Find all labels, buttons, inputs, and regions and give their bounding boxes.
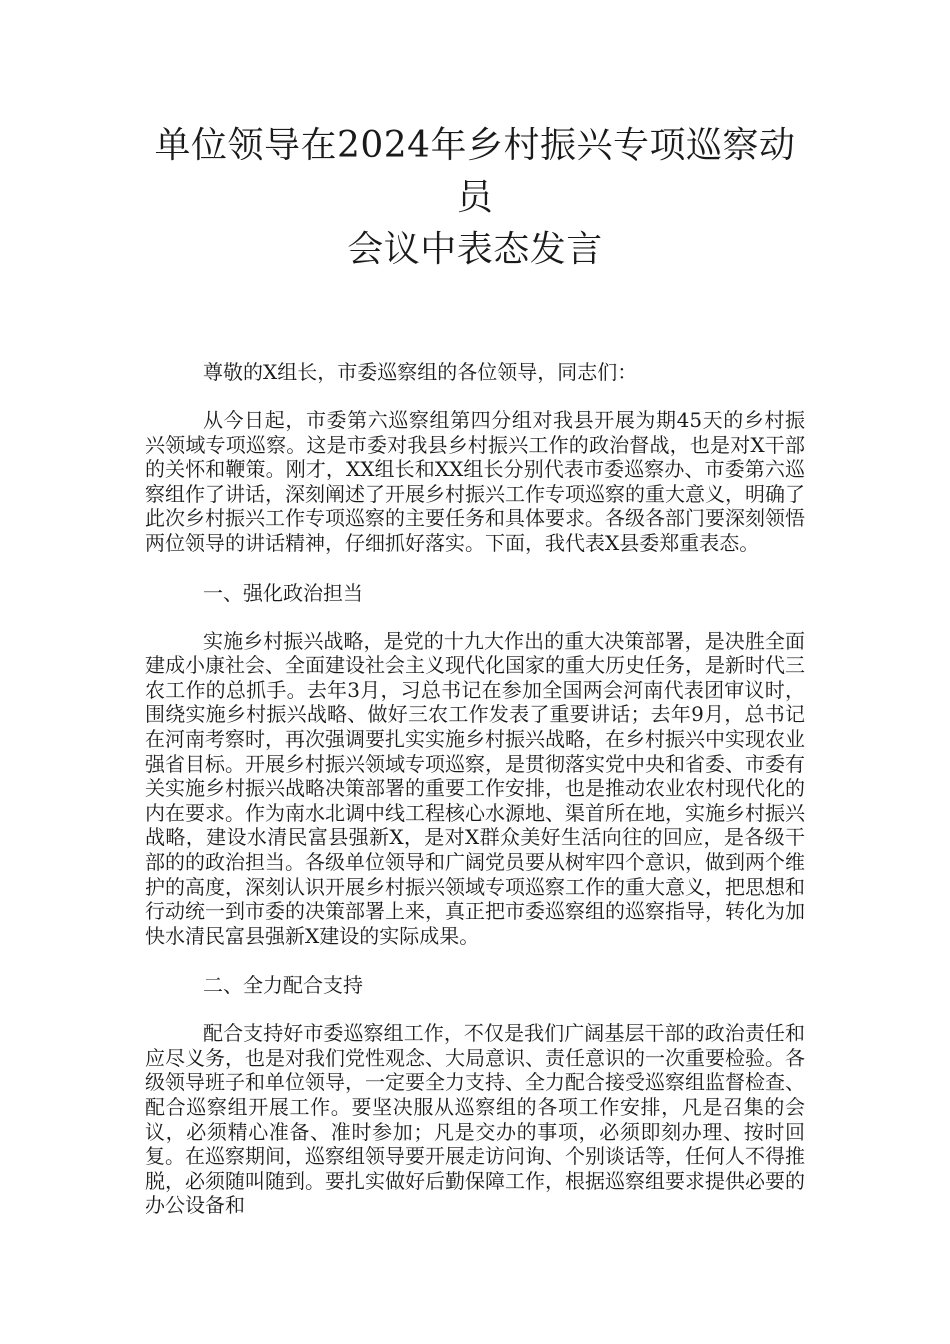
section-heading-1: 一、强化政治担当 <box>203 580 363 605</box>
paragraph-political-responsibility: 实施乡村振兴战略，是党的十九大作出的重大决策部署，是决胜全面建成小康社会、全面建设社会主义现代化国家的重大历史任务，是新时代三农工作的总抓手。去年3月，习总书记在参加全国两会河南代表团审议时，围绕实施乡村振兴战略、做好三农工作发表了重要讲话；去年9月，总书记在河南考察时，再次强调要扎实实施乡村振兴战略，在乡村振兴中实现农业强省目标。开展乡村振兴领域专项巡察，是贯彻落实党中央和省委、市委有关实施乡村振兴战略决策部署的重要工作安排，也是推动农业农村现代化的内在要求。作为南水北调中线工程核心水源地、渠首所在地，实施乡村振兴战略，建设水清民富县强新X，是对X群众美好生活向往的回应，是各级干部的的政治担当。各级单位领导和广阔党员要从树牢四个意识，做到两个维护的高度，深刻认识开展乡村振兴领域专项巡察工作的重大意义，把思想和行动统一到市委的决策部署上来，真正把市委巡察组的巡察指导，转化为加快水清民富县强新X建设的实际成果。 <box>145 628 805 948</box>
title-line-1: 单位领导在2024年乡村振兴专项巡察动员 <box>154 125 796 218</box>
section-heading-2: 二、全力配合支持 <box>203 973 363 998</box>
salutation: 尊敬的X组长，市委巡察组的各位领导，同志们： <box>203 360 638 384</box>
paragraph-full-support: 配合支持好市委巡察组工作，不仅是我们广阔基层干部的政治责任和应尽义务，也是对我们党性观念、大局意识、责任意识的一次重要检验。各级领导班子和单位领导，一定要全力支持、全力配合接受巡察组监督检查、配合巡察组开展工作。要坚决服从巡察组的各项工作安排，凡是召集的会议，必须精心准备、准时参加；凡是交办的事项，必须即刻办理、按时回复。在巡察期间，巡察组领导要开展走访问询、个别谈话等，任何人不得推脱，必须随叫随到。要扎实做好后勤保障工作，根据巡察组要求提供必要的办公设备和 <box>145 1021 805 1218</box>
title-line-2: 会议中表态发言 <box>347 229 603 270</box>
document-page <box>145 120 805 1218</box>
document-title <box>145 120 805 276</box>
paragraph-opening: 从今日起，市委第六巡察组第四分组对我县开展为期45天的乡村振兴领域专项巡察。这是市委对我县乡村振兴工作的政治督战，也是对X干部的关怀和鞭策。刚才，XX组长和XX组长分别代表市委巡察办、市委第六巡察组作了讲话，深刻阐述了开展乡村振兴工作专项巡察的重大意义，明确了此次乡村振兴工作专项巡察的主要任务和具体要求。各级各部门要深刻领悟两位领导的讲话精神，仔细抓好落实。下面，我代表X县委郑重表态。 <box>145 408 805 555</box>
